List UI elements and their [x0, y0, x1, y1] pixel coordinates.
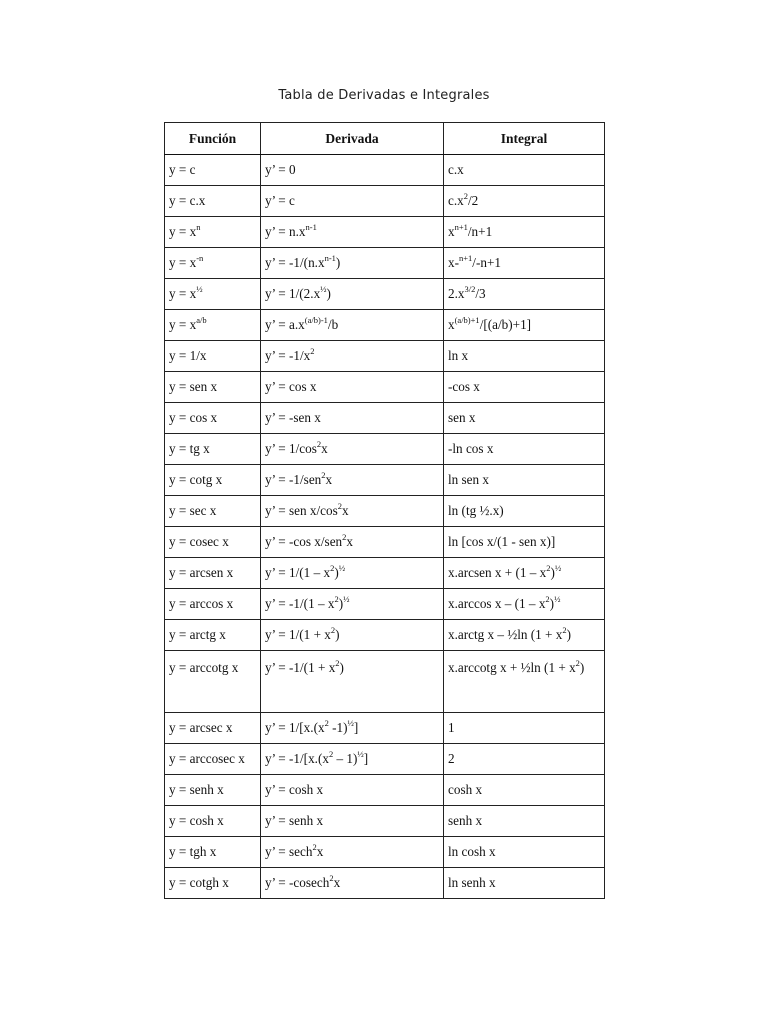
cell-integral: c.x [444, 155, 605, 186]
table-row [165, 310, 605, 341]
cell-derivada: y’ = $-1/x^2$ [261, 341, 444, 372]
cell-derivada: y’ = $1/(2.x^{\frac{1}{2}})$ [261, 279, 444, 310]
cell-funcion: y = cosh x [165, 806, 261, 837]
cell-integral: x.arccos x – $(1 - x^2)^{\frac{1}{2}}$ [444, 589, 605, 620]
cell-funcion: y = tgh x [165, 837, 261, 868]
table-row [165, 434, 605, 465]
table-body [165, 155, 605, 899]
cell-funcion: y = senh x [165, 775, 261, 806]
cell-derivada: y’ = -cosech$^2$x [261, 868, 444, 899]
cell-funcion: y = cos x [165, 403, 261, 434]
cell-derivada: y’ = $1/(1 - x^2)^{\frac{1}{2}}$ [261, 558, 444, 589]
cell-funcion: y = 1/x [165, 341, 261, 372]
cell-funcion: y = cotg x [165, 465, 261, 496]
table-row [165, 837, 605, 868]
cell-integral: cosh x [444, 775, 605, 806]
table-row [165, 217, 605, 248]
header-row [165, 123, 605, 155]
cell-integral: ln senh x [444, 868, 605, 899]
cell-integral: ln [cos x/(1 - sen x)] [444, 527, 605, 558]
cell-funcion: y = c.x [165, 186, 261, 217]
cell-derivada: y’ = cos x [261, 372, 444, 403]
cell-funcion: y = c [165, 155, 261, 186]
cell-derivada: y’ = $-1/[x.(x^2 - 1)^{\frac{1}{2}}]$ [261, 744, 444, 775]
cell-funcion: $y = x^{-n}$ [165, 248, 261, 279]
cell-derivada: y’ = sen $x/\cos^2x$ [261, 496, 444, 527]
cell-integral: $x^{(a/b)+1}/[(a/b)+1]$ [444, 310, 605, 341]
cell-integral: x-$^{n+1}$/-n+1 [444, 248, 605, 279]
cell-derivada: y’ = $1/(1 + x^2)$ [261, 620, 444, 651]
cell-funcion: $y = x^n$ [165, 217, 261, 248]
cell-funcion: y = arcsen x [165, 558, 261, 589]
cell-funcion: y = cotgh x [165, 868, 261, 899]
cell-integral: ln sen x [444, 465, 605, 496]
table-row [165, 186, 605, 217]
table-row [165, 279, 605, 310]
cell-integral: ln cosh x [444, 837, 605, 868]
cell-funcion: $y = x^{\frac{1}{2}}$ [165, 279, 261, 310]
cell-integral: sen x [444, 403, 605, 434]
cell-integral: 1 [444, 713, 605, 744]
cell-integral: x.arccotg x + ½ln $(1 + x^2)$ [444, 651, 605, 713]
cell-funcion: y = arccotg x [165, 651, 261, 713]
cell-integral: $2.x^{3/2}/3$ [444, 279, 605, 310]
cell-funcion: y = sec x [165, 496, 261, 527]
cell-integral: x.arctg x – ½ln $(1 + x^2)$ [444, 620, 605, 651]
cell-integral: ln (tg ½.x) [444, 496, 605, 527]
cell-derivada: y’ = cosh x [261, 775, 444, 806]
cell-integral: $c.x^2/2$ [444, 186, 605, 217]
cell-derivada: y’ = $1/\cos^2x$ [261, 434, 444, 465]
cell-funcion: y = arccos x [165, 589, 261, 620]
cell-funcion: y = cosec x [165, 527, 261, 558]
cell-funcion: y = arcsec x [165, 713, 261, 744]
cell-funcion: $y = x^{a/b}$ [165, 310, 261, 341]
cell-integral: -cos x [444, 372, 605, 403]
table-row [165, 496, 605, 527]
table-row [165, 155, 605, 186]
cell-derivada: y’ = $n.x^{n-1}$ [261, 217, 444, 248]
header-integral: Integral [444, 123, 605, 155]
table-row [165, 713, 605, 744]
cell-integral: senh x [444, 806, 605, 837]
table-row [165, 775, 605, 806]
table-row [165, 651, 605, 713]
cell-derivada: y’ = $-1/(n.x^{n-1})$ [261, 248, 444, 279]
cell-funcion: y = arccosec x [165, 744, 261, 775]
table-header [165, 123, 605, 155]
cell-derivada: y’ = -cos x/sen$^2$x [261, 527, 444, 558]
cell-integral: x.arcsen $x + (1 - x^2)^{\frac{1}{2}}$ [444, 558, 605, 589]
header-derivada: Derivada [261, 123, 444, 155]
cell-derivada: y’ = $-1/(1 - x^2)^{\frac{1}{2}}$ [261, 589, 444, 620]
cell-funcion: y = tg x [165, 434, 261, 465]
page-title: Tabla de Derivadas e Integrales [278, 88, 490, 103]
table-row [165, 868, 605, 899]
header-funcion: Función [165, 123, 261, 155]
table-row [165, 465, 605, 496]
cell-funcion: y = sen x [165, 372, 261, 403]
table-row [165, 620, 605, 651]
cell-derivada: y’ = $-1/(1 + x^2)$ [261, 651, 444, 713]
derivatives-table [164, 122, 605, 899]
cell-derivada: y’ = 0 [261, 155, 444, 186]
cell-derivada: y’ = sech$^2$x [261, 837, 444, 868]
cell-integral: -ln cos x [444, 434, 605, 465]
table-row [165, 341, 605, 372]
cell-funcion: y = arctg x [165, 620, 261, 651]
cell-integral: $x^{n+1}/n+1$ [444, 217, 605, 248]
table-row [165, 527, 605, 558]
table-row [165, 372, 605, 403]
cell-derivada: y’ = c [261, 186, 444, 217]
cell-derivada: y’ = -1/sen$^2$x [261, 465, 444, 496]
cell-integral: 2 [444, 744, 605, 775]
cell-derivada: y’ = $1/[x.(x^2$ -1)$^{\frac{1}{2}}$] [261, 713, 444, 744]
table-row [165, 248, 605, 279]
cell-derivada: y’ = -sen x [261, 403, 444, 434]
cell-derivada: y’ = senh x [261, 806, 444, 837]
table-row [165, 403, 605, 434]
cell-integral: ln x [444, 341, 605, 372]
cell-derivada: y’ = $a.x^{(a/b)-1}/b$ [261, 310, 444, 341]
table-row [165, 589, 605, 620]
table-row [165, 806, 605, 837]
table-row [165, 558, 605, 589]
table-row [165, 744, 605, 775]
